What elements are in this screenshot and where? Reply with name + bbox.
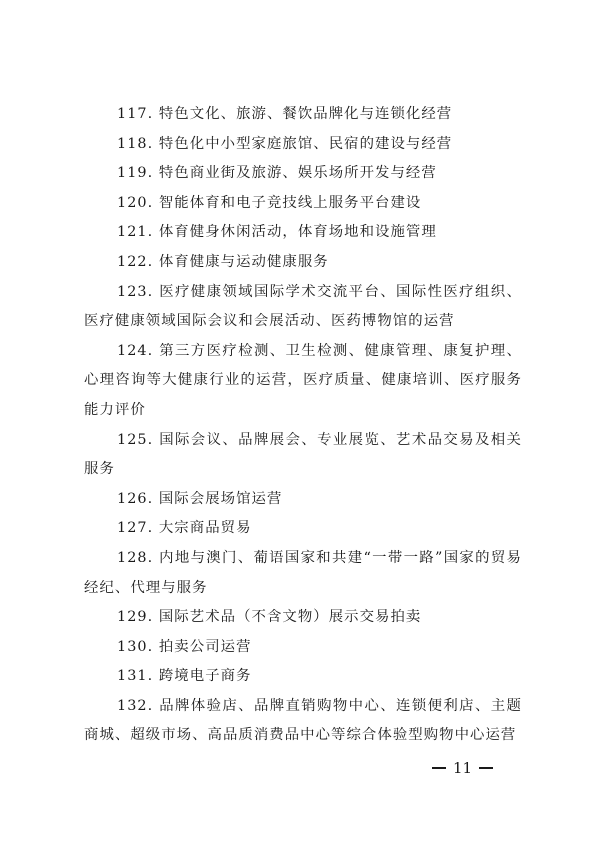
list-item: 127. 大宗商品贸易 — [117, 520, 252, 537]
page-number-value: 11 — [453, 759, 473, 777]
list-item: 124. 第三方医疗检测、卫生检测、健康管理、康复护理、心理咨询等大健康行业的运营，医疗质量、健康培训、医疗服务能力评价 — [84, 342, 522, 418]
list-item: 132. 品牌体验店、品牌直销购物中心、连锁便利店、主题商城、超级市场、高品质消费品中心等综合体验型购物中心运营 — [84, 697, 522, 744]
list-item: 129. 国际艺术品（不含文物）展示交易拍卖 — [117, 609, 422, 626]
list-item: 131. 跨境电子商务 — [117, 668, 252, 685]
industry-list — [84, 100, 522, 751]
list-item: 119. 特色商业街及旅游、娱乐场所开发与经营 — [117, 165, 437, 182]
list-item: 128. 内地与澳门、葡语国家和共建“一带一路”国家的贸易经纪、代理与服务 — [84, 549, 522, 596]
list-item: 126. 国际会展场馆运营 — [117, 490, 283, 507]
list-item: 130. 拍卖公司运营 — [117, 638, 252, 655]
list-item: 123. 医疗健康领域国际学术交流平台、国际性医疗组织、医疗健康领域国际会议和会展活动、医药博物馆的运营 — [84, 283, 522, 330]
page-number — [432, 756, 493, 780]
list-item: 122. 体育健康与运动健康服务 — [117, 253, 329, 270]
list-item: 125. 国际会议、品牌展会、专业展览、艺术品交易及相关服务 — [84, 431, 522, 478]
list-item: 117. 特色文化、旅游、餐饮品牌化与连锁化经营 — [117, 106, 453, 122]
page-number-dash-right — [479, 767, 493, 769]
list-item: 120. 智能体育和电子竞技线上服务平台建设 — [117, 194, 422, 211]
list-item: 118. 特色化中小型家庭旅馆、民宿的建设与经营 — [117, 135, 453, 152]
list-item: 121. 体育健身休闲活动，体育场地和设施管理 — [117, 224, 437, 241]
page-number-dash-left — [432, 767, 446, 769]
